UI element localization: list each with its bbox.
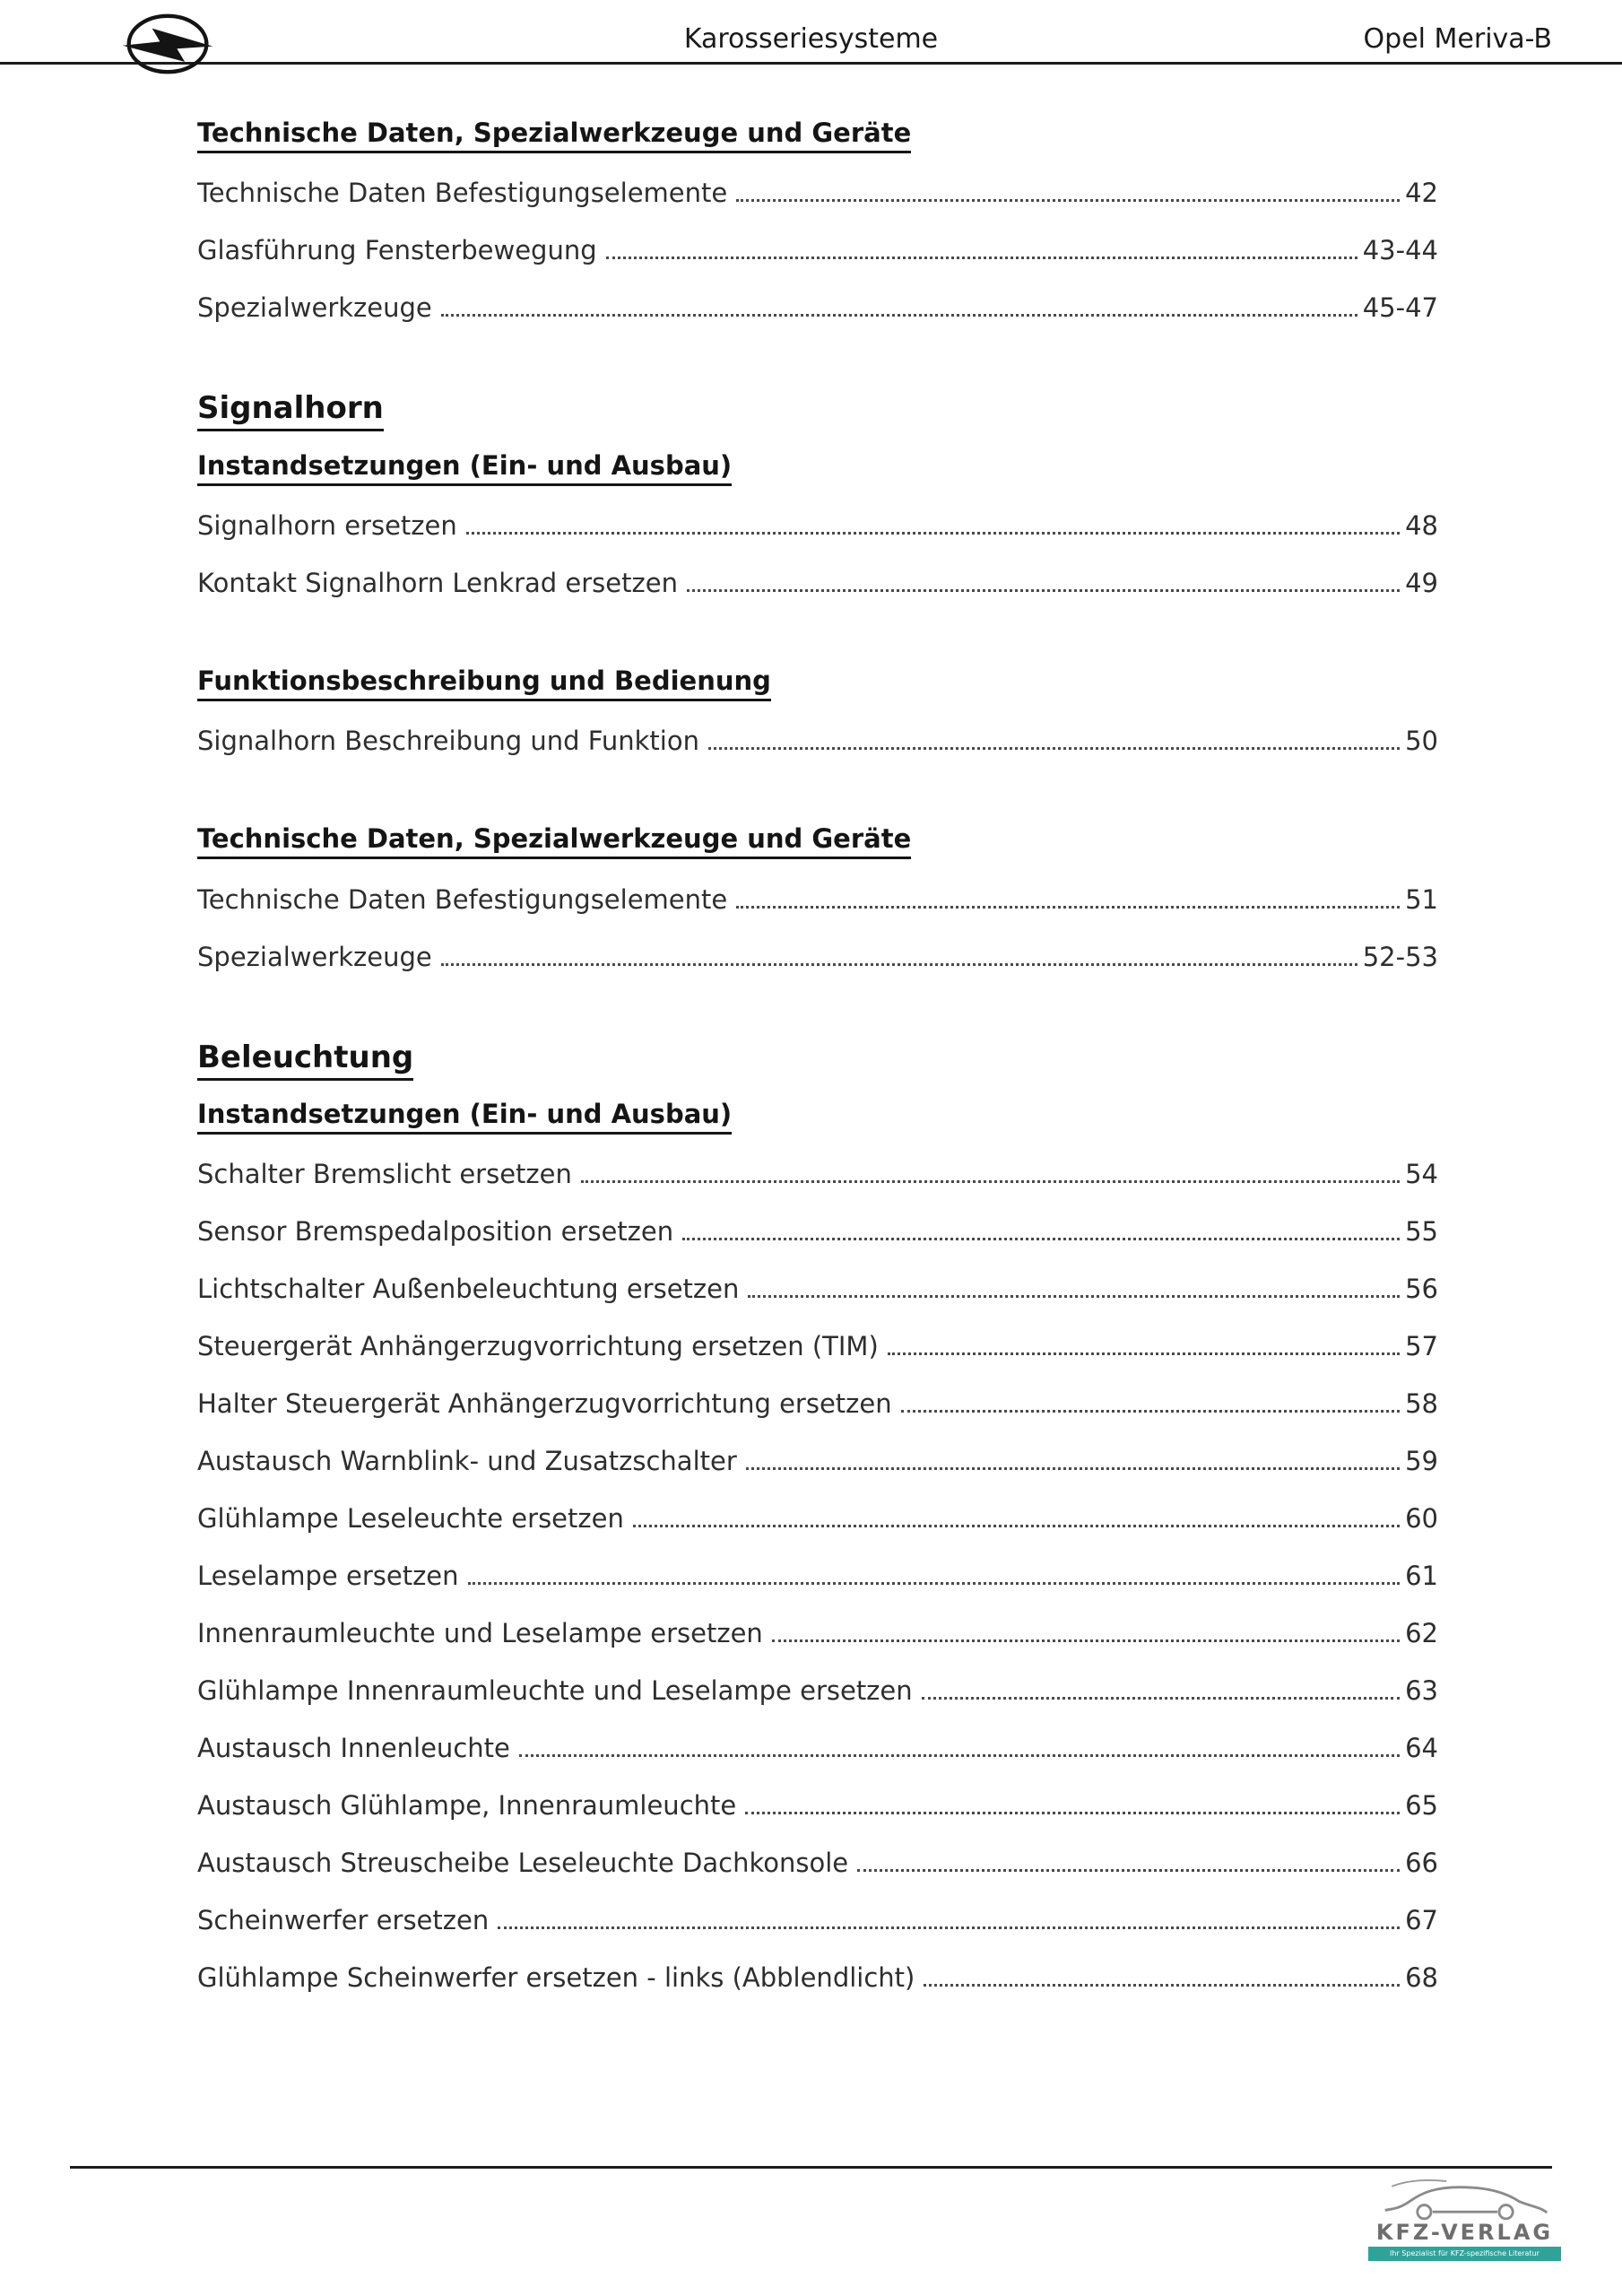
toc-entry-label: Spezialwerkzeuge <box>197 941 432 972</box>
toc-entry <box>197 1387 1438 1421</box>
section-heading-text: Technische Daten, Spezialwerkzeuge und Geräte <box>197 823 911 859</box>
toc-entry-page: 66 <box>1405 1848 1438 1879</box>
toc-entry-label: Technische Daten Befestigungselemente <box>197 178 728 209</box>
publisher-name: KFZ-VERLAG <box>1375 2220 1554 2245</box>
toc-entries <box>197 176 1438 325</box>
toc-entry-label: Sensor Bremspedalposition ersetzen <box>197 1216 674 1248</box>
toc-entry-page: 63 <box>1405 1675 1438 1707</box>
publisher-tagline: Ihr Spezialist für KFZ-spezifische Literatur <box>1368 2247 1561 2261</box>
toc-entry-label: Signalhorn ersetzen <box>197 510 457 541</box>
toc-section <box>197 822 1438 973</box>
toc-entry <box>197 1788 1438 1822</box>
toc-entry-page: 64 <box>1405 1733 1438 1764</box>
dotted-leader <box>748 1295 1400 1298</box>
toc-entry <box>197 176 1438 210</box>
toc-entry-label: Scheinwerfer ersetzen <box>197 1905 490 1936</box>
toc-entries <box>197 883 1438 974</box>
dotted-leader <box>746 1467 1400 1470</box>
toc-entry <box>197 233 1438 267</box>
toc-entry-page: 65 <box>1405 1790 1438 1822</box>
toc-entry-label: Signalhorn Beschreibung und Funktion <box>197 726 699 757</box>
section-title-text: Signalhorn <box>197 390 384 431</box>
dotted-leader <box>736 906 1400 909</box>
toc-section <box>197 665 1438 758</box>
section-title <box>197 1039 1438 1077</box>
toc-entry <box>197 1157 1438 1191</box>
toc-entry-page: 51 <box>1405 883 1438 915</box>
toc-entry-label: Glühlampe Innenraumleuchte und Leselampe ersetzen <box>197 1675 913 1707</box>
toc-entry-label: Glasführung Fensterbewegung <box>197 235 597 266</box>
toc-entry-page: 48 <box>1405 510 1438 541</box>
toc-entry-label: Glühlampe Leseleuchte ersetzen <box>197 1503 624 1535</box>
dotted-leader <box>772 1639 1400 1642</box>
toc-entry-label: Innenraumleuchte und Leselampe ersetzen <box>197 1618 763 1649</box>
dotted-leader <box>519 1754 1400 1757</box>
toc-entry-page: 68 <box>1405 1962 1438 1994</box>
toc-entry-page: 45-47 <box>1362 292 1438 324</box>
toc-entry-page: 49 <box>1405 568 1438 598</box>
toc-entry-label: Austausch Innenleuchte <box>197 1733 510 1764</box>
toc-entry-page: 59 <box>1405 1446 1438 1477</box>
toc-entry-page: 55 <box>1405 1216 1438 1248</box>
dotted-leader <box>901 1410 1400 1413</box>
section-heading <box>197 822 1438 855</box>
toc-entry <box>197 724 1438 758</box>
toc-entry-page: 61 <box>1405 1561 1438 1592</box>
dotted-leader <box>922 1697 1400 1700</box>
dotted-leader <box>633 1525 1400 1527</box>
car-sketch-icon <box>1380 2176 1550 2221</box>
toc-entry <box>197 883 1438 917</box>
section-title <box>197 389 1438 428</box>
toc-entry-page: 57 <box>1405 1331 1438 1362</box>
dotted-leader <box>468 1582 1401 1585</box>
dotted-leader <box>888 1352 1400 1355</box>
section-title-text: Beleuchtung <box>197 1039 413 1081</box>
publisher-logo <box>1368 2176 1561 2261</box>
section-heading <box>197 665 1438 697</box>
dotted-leader <box>498 1926 1400 1929</box>
dotted-leader <box>466 532 1400 535</box>
toc-content <box>197 117 1438 2018</box>
toc-entry-label: Lichtschalter Außenbeleuchtung ersetzen <box>197 1274 740 1305</box>
dotted-leader <box>606 257 1357 259</box>
toc-entry <box>197 1559 1438 1593</box>
opel-blitz-logo-icon <box>121 9 214 79</box>
toc-entry <box>197 1501 1438 1535</box>
toc-entry-page: 62 <box>1405 1618 1438 1649</box>
toc-entry <box>197 1272 1438 1306</box>
toc-entry <box>197 940 1438 974</box>
toc-entry-label: Spezialwerkzeuge <box>197 292 432 324</box>
toc-entry-label: Leselampe ersetzen <box>197 1561 459 1592</box>
toc-entry <box>197 1616 1438 1650</box>
section-heading <box>197 1098 1438 1130</box>
dotted-leader <box>736 199 1400 202</box>
toc-entry-label: Austausch Glühlampe, Innenraumleuchte <box>197 1790 737 1822</box>
toc-entries <box>197 509 1438 600</box>
toc-entries <box>197 1157 1438 1995</box>
toc-entry <box>197 1961 1438 1995</box>
toc-entry-label: Kontakt Signalhorn Lenkrad ersetzen <box>197 568 678 598</box>
dotted-leader <box>682 1238 1400 1240</box>
toc-section <box>197 389 1438 600</box>
toc-entry-label: Austausch Streuscheibe Leseleuchte Dachkonsole <box>197 1848 849 1879</box>
dotted-leader <box>441 314 1357 317</box>
toc-section <box>197 1039 1438 1996</box>
dotted-leader <box>924 1984 1400 1987</box>
toc-entry <box>197 1903 1438 1937</box>
toc-entry <box>197 291 1438 325</box>
section-heading-text: Instandsetzungen (Ein- und Ausbau) <box>197 1099 732 1135</box>
toc-entry-label: Schalter Bremslicht ersetzen <box>197 1159 572 1190</box>
toc-entry-page: 60 <box>1405 1503 1438 1535</box>
toc-entry <box>197 1329 1438 1363</box>
toc-entry <box>197 1214 1438 1248</box>
page-header <box>0 0 1622 65</box>
toc-entry-label: Glühlampe Scheinwerfer ersetzen - links (Abblendlicht) <box>197 1962 915 1994</box>
toc-entry <box>197 509 1438 543</box>
dotted-leader <box>687 589 1400 592</box>
footer-rule <box>70 2166 1552 2169</box>
toc-entry-page: 50 <box>1405 726 1438 757</box>
toc-entry-page: 52-53 <box>1362 941 1438 972</box>
toc-entry-page: 58 <box>1405 1388 1438 1420</box>
header-section-title: Karosseriesysteme <box>683 23 939 55</box>
toc-entry <box>197 1846 1438 1880</box>
section-heading-text: Funktionsbeschreibung und Bedienung <box>197 665 771 701</box>
toc-entry-label: Halter Steuergerät Anhängerzugvorrichtung ersetzen <box>197 1388 892 1420</box>
toc-entry-page: 43-44 <box>1362 235 1438 266</box>
dotted-leader <box>581 1180 1400 1183</box>
toc-entry-page: 56 <box>1405 1274 1438 1305</box>
dotted-leader <box>708 747 1400 750</box>
toc-entry <box>197 1444 1438 1478</box>
toc-entry-page: 54 <box>1405 1159 1438 1190</box>
toc-entry-page: 67 <box>1405 1905 1438 1936</box>
dotted-leader <box>441 963 1357 966</box>
section-heading-text: Instandsetzungen (Ein- und Ausbau) <box>197 450 732 486</box>
section-heading <box>197 117 1438 149</box>
toc-section <box>197 117 1438 325</box>
toc-entry-label: Steuergerät Anhängerzugvorrichtung ersetzen (TIM) <box>197 1331 879 1362</box>
toc-entry-label: Technische Daten Befestigungselemente <box>197 883 728 915</box>
toc-entry <box>197 566 1438 600</box>
header-vehicle-title: Opel Meriva-B <box>1363 23 1552 55</box>
toc-entry <box>197 1731 1438 1765</box>
section-heading-text: Technische Daten, Spezialwerkzeuge und Geräte <box>197 117 911 153</box>
toc-entry-label: Austausch Warnblink- und Zusatzschalter <box>197 1446 737 1477</box>
toc-entry <box>197 1674 1438 1708</box>
dotted-leader <box>745 1812 1400 1814</box>
toc-entry-page: 42 <box>1405 178 1438 209</box>
dotted-leader <box>857 1869 1400 1872</box>
section-heading <box>197 449 1438 482</box>
toc-entries <box>197 724 1438 758</box>
